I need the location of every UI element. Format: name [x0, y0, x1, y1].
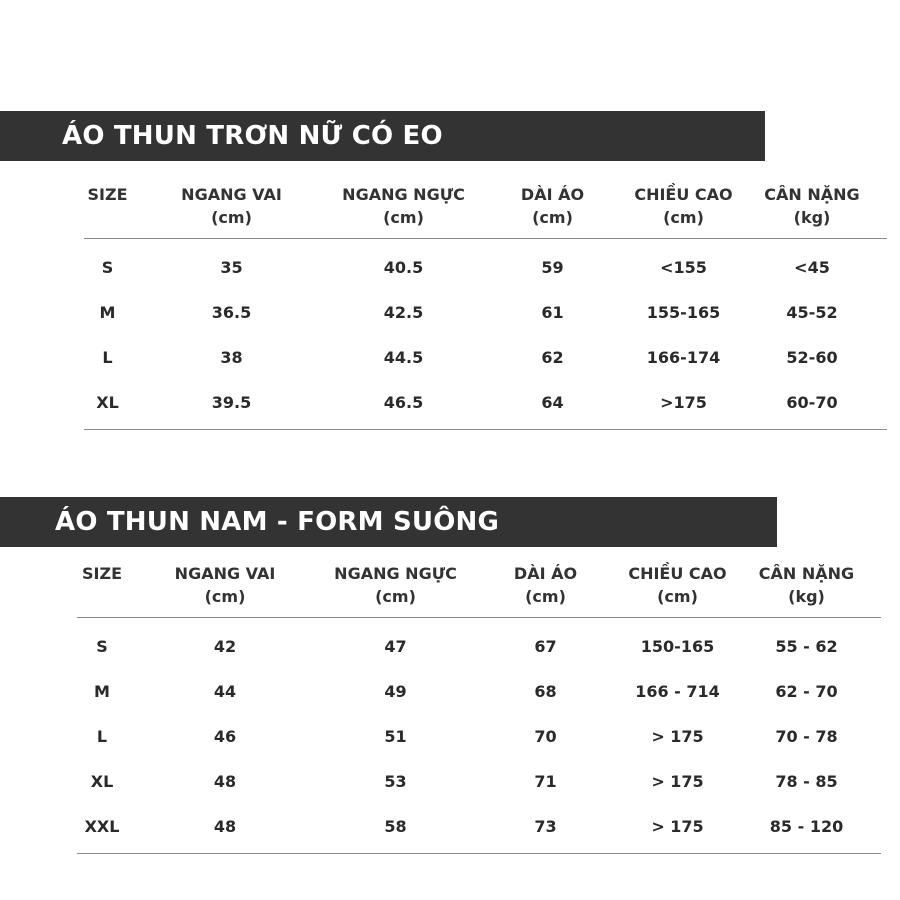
- column-header-unit: [84, 206, 131, 229]
- cell-dai-ao: 73: [468, 804, 623, 854]
- cell-ngang-nguc: 46.5: [332, 380, 475, 430]
- cell-ngang-nguc: 53: [384, 772, 407, 791]
- table-row: [84, 239, 887, 291]
- cell-ngang-nguc: 49: [384, 682, 407, 701]
- column-header-ngang-nguc: [332, 183, 475, 239]
- cell-chieu-cao: > 175: [651, 727, 704, 746]
- column-header-chieu-cao: [623, 562, 732, 618]
- column-header-size: [77, 562, 127, 618]
- cell-can-nang: 60-70: [737, 380, 887, 430]
- table-row: [84, 335, 887, 380]
- column-header-label: CÂN NẶNG: [764, 185, 860, 204]
- table-header-row: [84, 183, 887, 239]
- column-header-unit: [77, 585, 127, 608]
- column-header-unit: (kg): [788, 587, 825, 606]
- cell-ngang-vai: 35: [220, 258, 243, 277]
- column-header-label: CHIỀU CAO: [634, 185, 733, 204]
- column-header-unit: (cm): [211, 208, 252, 227]
- column-header-label: NGANG VAI: [174, 564, 276, 583]
- cell-chieu-cao: > 175: [623, 804, 732, 854]
- cell-ngang-vai: 36.5: [211, 303, 252, 322]
- cell-size: M: [99, 303, 116, 322]
- cell-size: XL: [90, 772, 114, 791]
- column-header-unit: (cm): [525, 587, 566, 606]
- cell-can-nang: 55 - 62: [775, 637, 838, 656]
- cell-can-nang: <45: [794, 258, 830, 277]
- column-header-ngang-vai: [127, 562, 323, 618]
- men-section-title: ÁO THUN NAM - FORM SUÔNG: [0, 497, 777, 547]
- cell-dai-ao: 71: [534, 772, 557, 791]
- cell-chieu-cao: 155-165: [646, 303, 721, 322]
- table-row: [77, 804, 881, 854]
- column-header-can-nang: [732, 562, 881, 618]
- table-row: [77, 714, 881, 759]
- table-row: [77, 669, 881, 714]
- cell-dai-ao: 67: [534, 637, 557, 656]
- cell-ngang-nguc: 51: [384, 727, 407, 746]
- cell-chieu-cao: >175: [630, 380, 737, 430]
- column-header-unit: (cm): [204, 587, 246, 606]
- column-header-can-nang: [737, 183, 887, 239]
- cell-size: S: [96, 637, 108, 656]
- cell-ngang-nguc: 40.5: [383, 258, 424, 277]
- cell-chieu-cao: 150-165: [640, 637, 715, 656]
- column-header-unit: (cm): [663, 208, 704, 227]
- cell-can-nang: 78 - 85: [775, 772, 838, 791]
- table-row: [84, 290, 887, 335]
- cell-can-nang: 85 - 120: [732, 804, 881, 854]
- cell-dai-ao: 70: [534, 727, 557, 746]
- cell-dai-ao: 68: [534, 682, 557, 701]
- column-header-dai-ao: [475, 183, 630, 239]
- cell-chieu-cao: > 175: [651, 772, 704, 791]
- women-section-title: ÁO THUN TRƠN NỮ CÓ EO: [0, 111, 765, 161]
- cell-can-nang: 45-52: [786, 303, 838, 322]
- cell-ngang-vai: 48: [213, 772, 237, 791]
- column-header-label: NGANG NGỰC: [334, 564, 457, 583]
- cell-ngang-vai: 38: [220, 348, 243, 367]
- cell-can-nang: 52-60: [786, 348, 838, 367]
- cell-dai-ao: 61: [541, 303, 564, 322]
- table-header-row: [77, 562, 881, 618]
- cell-size: XXL: [77, 804, 127, 854]
- cell-size: XL: [84, 380, 131, 430]
- cell-chieu-cao: 166-174: [646, 348, 721, 367]
- table-row: [77, 618, 881, 670]
- men-size-table: [77, 562, 881, 854]
- column-header-dai-ao: [468, 562, 623, 618]
- column-header-label: SIZE: [81, 564, 122, 583]
- women-size-table: [84, 183, 887, 430]
- cell-ngang-vai: 48: [127, 804, 323, 854]
- column-header-unit: (kg): [793, 208, 831, 227]
- column-header-unit: (cm): [375, 587, 416, 606]
- cell-ngang-nguc: 44.5: [383, 348, 424, 367]
- cell-can-nang: 70 - 78: [775, 727, 838, 746]
- cell-size: M: [94, 682, 110, 701]
- column-header-chieu-cao: [630, 183, 737, 239]
- cell-ngang-nguc: 47: [384, 637, 407, 656]
- cell-chieu-cao: <155: [660, 258, 707, 277]
- cell-ngang-nguc: 58: [323, 804, 468, 854]
- cell-dai-ao: 62: [541, 348, 564, 367]
- table-row: [77, 759, 881, 804]
- cell-ngang-vai: 46: [213, 727, 237, 746]
- cell-size: L: [96, 727, 108, 746]
- cell-ngang-vai: 44: [213, 682, 237, 701]
- column-header-label: NGANG NGỰC: [342, 185, 465, 204]
- column-header-label: DÀI ÁO: [520, 185, 585, 204]
- column-header-unit: (cm): [532, 208, 573, 227]
- column-header-label: NGANG VAI: [181, 185, 282, 204]
- column-header-label: CÂN NẶNG: [758, 564, 855, 583]
- cell-size: S: [101, 258, 114, 277]
- column-header-label: CHIỀU CAO: [628, 564, 727, 583]
- column-header-ngang-nguc: [323, 562, 468, 618]
- cell-chieu-cao: 166 - 714: [635, 682, 720, 701]
- column-header-unit: (cm): [383, 208, 424, 227]
- cell-size: L: [102, 348, 113, 367]
- column-header-size: [84, 183, 131, 239]
- cell-ngang-nguc: 42.5: [383, 303, 424, 322]
- cell-dai-ao: 64: [475, 380, 630, 430]
- column-header-label: DÀI ÁO: [513, 564, 578, 583]
- table-row: [84, 380, 887, 430]
- column-header-label: SIZE: [87, 185, 128, 204]
- cell-ngang-vai: 42: [213, 637, 237, 656]
- column-header-ngang-vai: [131, 183, 332, 239]
- column-header-unit: (cm): [657, 587, 698, 606]
- cell-ngang-vai: 39.5: [131, 380, 332, 430]
- cell-dai-ao: 59: [541, 258, 564, 277]
- cell-can-nang: 62 - 70: [775, 682, 838, 701]
